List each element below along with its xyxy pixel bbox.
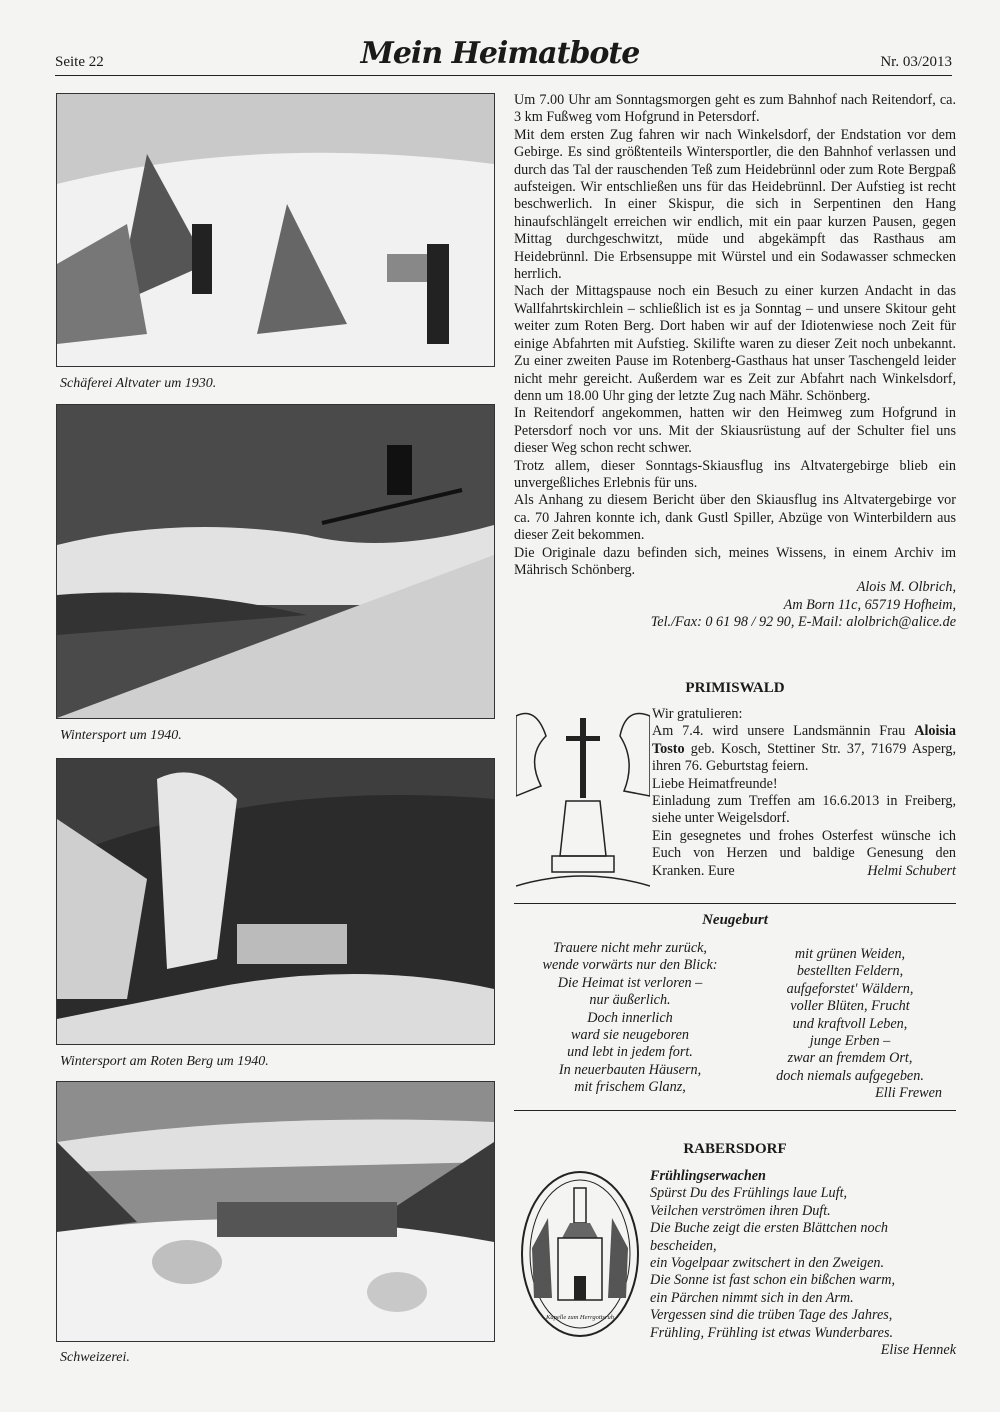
- poem-line: Vergessen sind die trüben Tage des Jahres,: [650, 1307, 893, 1324]
- chapel-seal-illustration: [518, 1168, 642, 1340]
- birthday-notice: [652, 723, 956, 775]
- poem-line: Die Sonne ist fast schon ein bißchen warm,: [650, 1272, 896, 1289]
- poem-line: voller Blüten, Frucht: [790, 998, 910, 1015]
- poem-line: zwar an fremdem Ort,: [787, 1050, 913, 1067]
- birthday-text: geb. Kosch, Stettiner Str. 37, 71679 Asperg, ihren 76. Geburtstag feiern.: [652, 740, 956, 775]
- photo-caption: Wintersport am Roten Berg um 1940.: [60, 1054, 269, 1069]
- primiswald-text: [652, 706, 956, 880]
- poem-line: Die Heimat ist verloren –: [557, 974, 703, 991]
- birthday-text: Am 7.4. wird unsere Landsmännin Frau: [652, 723, 915, 740]
- photo-roten-berg: [56, 758, 495, 1045]
- primiswald-signature: Helmi Schubert: [867, 862, 956, 879]
- poem-title: Frühlingserwachen: [650, 1168, 766, 1184]
- poem-line: doch niemals aufgegeben.: [776, 1067, 924, 1084]
- poem-neugeburt-right: [745, 946, 955, 1085]
- article-body: [514, 92, 956, 632]
- poem-line: und lebt in jedem fort.: [567, 1044, 693, 1061]
- poem-line: mit frischem Glanz,: [574, 1079, 686, 1096]
- poem-line: und kraftvoll Leben,: [792, 1015, 908, 1032]
- poem-neugeburt-left: [515, 940, 745, 1097]
- photo-caption: Schäferei Altvater um 1930.: [60, 376, 217, 391]
- article-address: Am Born 11c, 65719 Hofheim,: [783, 596, 956, 613]
- greeting-line: Wir gratulieren:: [652, 706, 743, 722]
- poem-author: Elise Hennek: [880, 1342, 956, 1359]
- wayside-cross-illustration: [516, 706, 650, 892]
- poem-line: bestellten Feldern,: [796, 963, 904, 980]
- article-last-line: Die Originale dazu befinden sich, meines Wissens, in einem Archiv im Mährisch Schönberg.: [514, 544, 956, 578]
- easter-wish: [652, 828, 956, 880]
- section-title-rabersdorf: RABERSDORF: [683, 1141, 787, 1157]
- article-author: Alois M. Olbrich,: [856, 579, 956, 596]
- easter-wish-text: Ein gesegnetes und frohes Osterfest wünsche ich Euch von Herzen und baldige Genesung den Kranken. Eure: [652, 827, 956, 879]
- poem-fruehlingserwachen: [650, 1168, 956, 1359]
- page-number: Seite 22: [55, 54, 104, 70]
- poem-line: nur äußerlich.: [589, 992, 671, 1009]
- poem-line: Doch innerlich: [587, 1009, 673, 1026]
- poem-title-neugeburt: Neugeburt: [702, 912, 768, 928]
- section-divider: [514, 1110, 956, 1111]
- photo-caption: Schweizerei.: [60, 1350, 130, 1365]
- article-contact: Tel./Fax: 0 61 98 / 92 90, E-Mail: alolbrich@alice.de: [650, 614, 956, 631]
- poem-line: In neuerbauten Häusern,: [558, 1061, 702, 1078]
- article-paragraph: Um 7.00 Uhr am Sonntagsmorgen geht es zum Bahnhof nach Reitendorf, ca. 3 km Fußweg vom Hofgrund in Petersdorf.: [514, 92, 956, 126]
- poem-line: wende vorwärts nur den Blick:: [542, 957, 718, 974]
- seal-inscription: Kapelle zum Herrgottsruh: [545, 1314, 614, 1321]
- section-divider: [514, 903, 956, 904]
- photo-caption: Wintersport um 1940.: [60, 728, 182, 743]
- header-rule: [55, 75, 952, 76]
- poem-line: Veilchen verströmen ihren Duft.: [650, 1202, 831, 1219]
- poem-line: Frühling, Frühling ist etwas Wunderbares.: [650, 1324, 894, 1341]
- masthead-title: Mein Heimatbote: [360, 36, 640, 71]
- poem-line: Die Buche zeigt die ersten Blättchen noch bescheiden,: [650, 1220, 888, 1254]
- birthday-name: Aloisia Tosto: [652, 723, 956, 757]
- poem-line: ein Vogelpaar zwitschert in den Zweigen.: [650, 1255, 885, 1272]
- poem-line: junge Erben –: [809, 1033, 891, 1050]
- article-paragraph: Trotz allem, dieser Sonntags-Skiausflug ins Altvatergebirge blieb ein unvergeßliches Erlebnis für uns.: [514, 457, 956, 491]
- poem-line: Trauere nicht mehr zurück,: [553, 940, 707, 956]
- article-paragraph: In Reitendorf angekommen, hatten wir den Heimweg zum Hofgrund in Petersdorf noch vor uns. Mit der Skiausrüstung auf der Schulter fiel uns dieser Weg schon recht schwer.: [514, 405, 956, 457]
- invitation: Einladung zum Treffen am 16.6.2013 in Freiberg, siehe unter Weigelsdorf.: [652, 793, 956, 827]
- poem-line: aufgeforstet' Wäldern,: [786, 980, 914, 997]
- issue-number: Nr. 03/2013: [880, 54, 952, 70]
- poem-line: mit grünen Weiden,: [794, 946, 906, 962]
- article-paragraph: Mit dem ersten Zug fahren wir nach Winkelsdorf, der Endstation vor dem Gebirge. Es sind größtenteils Wintersportler, die den Bahnhof verlassen und durch das Tal der rauschenden Teß zum Heidebrünnl oder zum Rote Bergpaß aufsteigen. Wir entschließen uns für das Heidebrünnl. Der Aufstieg ist recht beschwerlich. In einer Skispur, die sich in Serpentinen den Hang hinaufschlängelt erreichen wir endlich, mit ein paar kurzen Pausen, gegen Mittag durchgeschwitzt, müde und abgekämpft das Rasthaus am Heidebrünnl. Die Erbsensuppe mit Würstel und ein Sodawasser schmecken herrlich.: [514, 126, 956, 283]
- salutation: Liebe Heimatfreunde!: [652, 775, 778, 792]
- photo-schaeferei-altvater: [56, 93, 495, 367]
- poem-line: Spürst Du des Frühlings laue Luft,: [650, 1185, 848, 1202]
- article-paragraph: Nach der Mittagspause noch ein Besuch zu einer kurzen Andacht in das Wallfahrtskirchlein – schließlich ist es ja Sonntag – und unsere Skitour geht weiter zum Roten Berg. Dort haben wir auf der Idiotenwiese noch Zeit für einige Abfahrten mit Aufstieg. Skilifte waren zu dieser Zeit noch unbekannt. Zu einer zweiten Pause im Rotenberg-Gasthaus hat unser Taschengeld leider nicht mehr gereicht. Außerdem war es Zeit zur Abfahrt nach Winkelsdorf, denn um 18.00 Uhr ging der letzte Zug nach Mähr. Schönberg.: [514, 283, 956, 404]
- section-title-primiswald: PRIMISWALD: [685, 680, 785, 696]
- photo-ski-jumper: [56, 404, 495, 719]
- poem-author: Elli Frewen: [875, 1085, 942, 1101]
- article-paragraph: Als Anhang zu diesem Bericht über den Skiausflug ins Altvatergebirge vor ca. 70 Jahren konnte ich, dank Gustl Spiller, Abzüge von Winterbildern aus dieser Zeit bekommen.: [514, 492, 956, 544]
- poem-line: ein Pärchen nimmt sich in den Arm.: [650, 1289, 854, 1306]
- photo-schweizerei: [56, 1081, 495, 1342]
- poem-line: ward sie neugeboren: [571, 1027, 689, 1044]
